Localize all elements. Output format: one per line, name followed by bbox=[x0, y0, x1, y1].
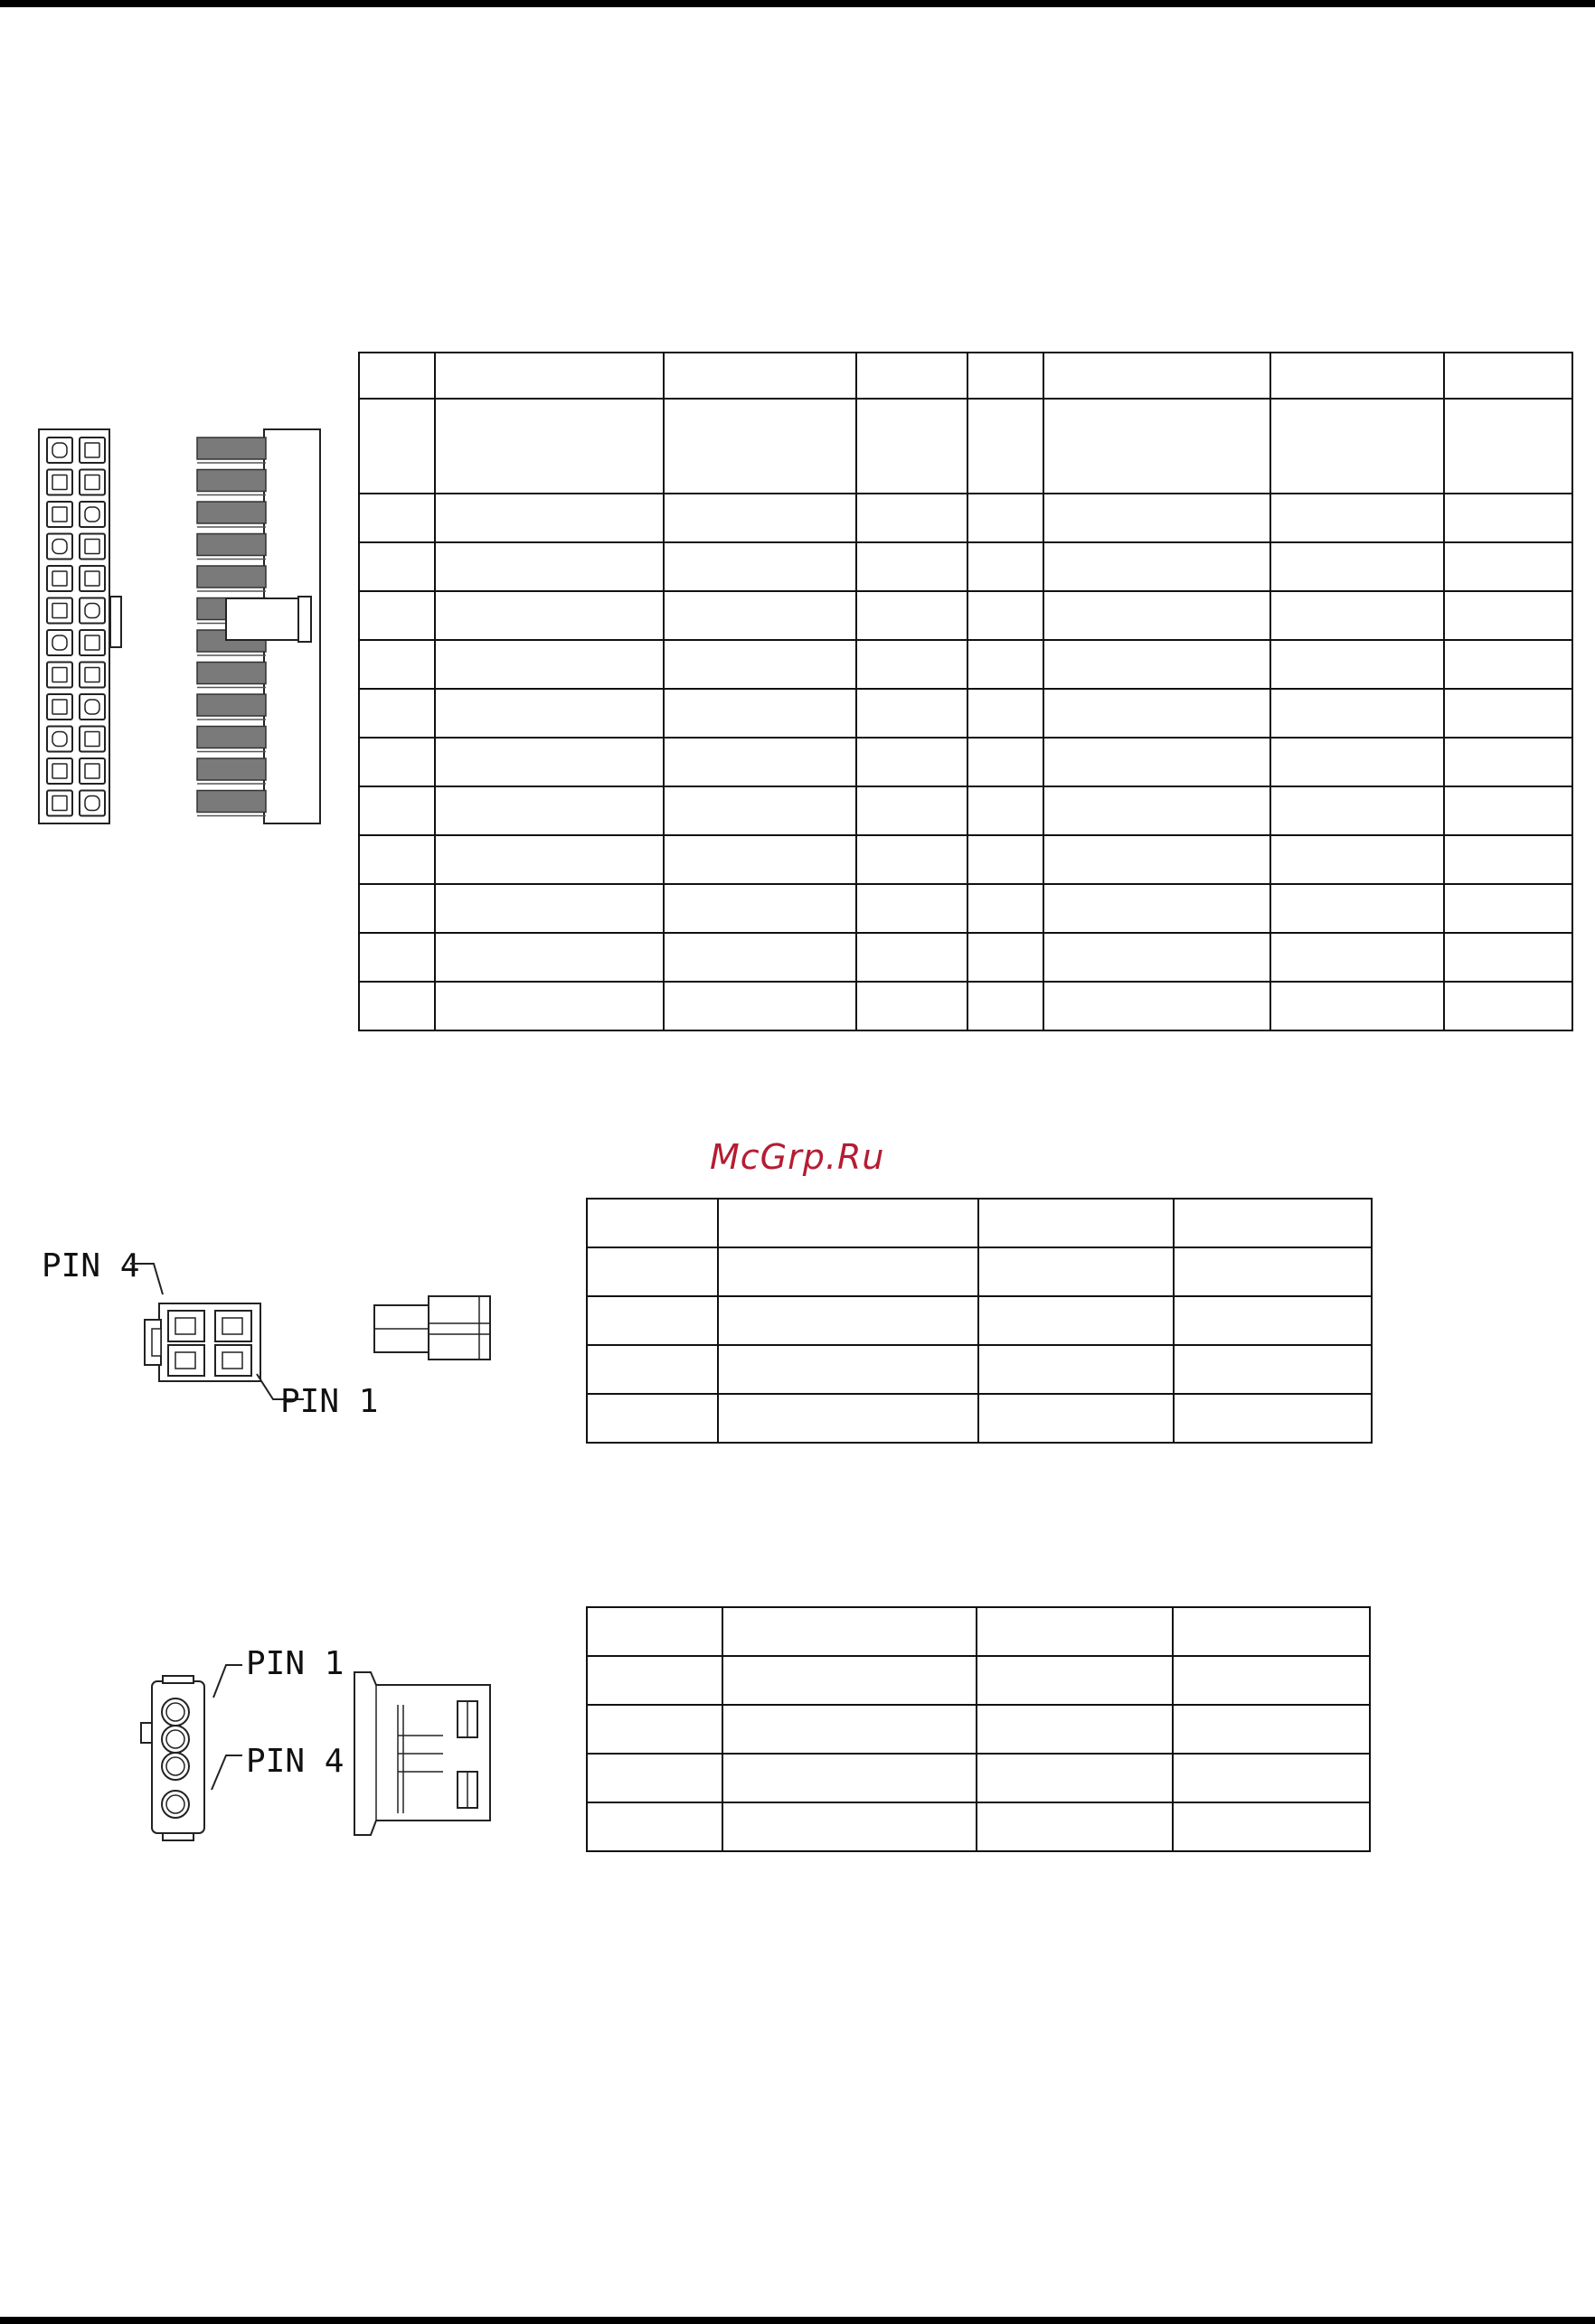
table-cell bbox=[664, 884, 856, 933]
table-cell bbox=[978, 1296, 1174, 1345]
table-cell bbox=[359, 884, 435, 933]
table-cell bbox=[967, 542, 1043, 591]
table-cell bbox=[359, 640, 435, 689]
table-row bbox=[587, 1705, 1370, 1754]
table-cell bbox=[967, 884, 1043, 933]
table-cell bbox=[359, 786, 435, 835]
table-cell bbox=[359, 933, 435, 982]
table-cell bbox=[435, 884, 664, 933]
table-cell bbox=[967, 353, 1043, 399]
table-cell bbox=[1173, 1607, 1370, 1656]
table-cell bbox=[1270, 786, 1444, 835]
connector-pin bbox=[47, 727, 72, 752]
table-row bbox=[587, 1656, 1370, 1705]
table-cell bbox=[967, 640, 1043, 689]
table-cell bbox=[1174, 1394, 1372, 1443]
connector-pin-side bbox=[197, 758, 266, 784]
top-rule bbox=[0, 0, 1595, 7]
table-cell bbox=[435, 542, 664, 591]
table-cell bbox=[1174, 1296, 1372, 1345]
table-row bbox=[359, 982, 1572, 1030]
connector-pin-side bbox=[197, 502, 266, 527]
table-row bbox=[359, 399, 1572, 494]
table-cell bbox=[977, 1656, 1173, 1705]
table-row bbox=[587, 1247, 1372, 1296]
table-row bbox=[587, 1754, 1370, 1802]
table-cell bbox=[435, 738, 664, 786]
table-cell bbox=[856, 353, 967, 399]
table-cell bbox=[1174, 1345, 1372, 1394]
table-cell bbox=[722, 1656, 977, 1705]
table-row bbox=[359, 738, 1572, 786]
table-cell bbox=[664, 591, 856, 640]
table-cell bbox=[1173, 1656, 1370, 1705]
table-cell bbox=[1444, 933, 1572, 982]
table-row bbox=[359, 689, 1572, 738]
table-cell bbox=[722, 1607, 977, 1656]
table-cell bbox=[1270, 738, 1444, 786]
table-cell bbox=[1043, 689, 1270, 738]
table-cell bbox=[664, 542, 856, 591]
main-24pin-pinout-table bbox=[358, 352, 1573, 1031]
watermark: McGrp.Ru bbox=[710, 1137, 885, 1177]
table-cell bbox=[1270, 689, 1444, 738]
table-cell bbox=[587, 1345, 718, 1394]
table-row bbox=[359, 640, 1572, 689]
connector-pin bbox=[47, 470, 72, 495]
table-cell bbox=[435, 494, 664, 542]
table-cell bbox=[967, 591, 1043, 640]
table-row bbox=[359, 494, 1572, 542]
table-cell bbox=[435, 835, 664, 884]
table-cell bbox=[1444, 399, 1572, 494]
table-cell bbox=[664, 353, 856, 399]
table-cell bbox=[664, 640, 856, 689]
pin-4-label: PIN 4 bbox=[42, 1247, 140, 1284]
table-cell bbox=[1270, 542, 1444, 591]
connector-pin-side bbox=[197, 534, 266, 560]
connector-pin bbox=[47, 566, 72, 591]
table-cell bbox=[856, 591, 967, 640]
table-cell bbox=[967, 738, 1043, 786]
connector-pin bbox=[80, 630, 105, 655]
table-cell bbox=[435, 982, 664, 1030]
table-cell bbox=[1043, 738, 1270, 786]
table-cell bbox=[1270, 982, 1444, 1030]
table-cell bbox=[1043, 542, 1270, 591]
table-cell bbox=[1444, 542, 1572, 591]
connector-pin-side bbox=[197, 694, 266, 720]
table-cell bbox=[1444, 689, 1572, 738]
connector-pin bbox=[80, 470, 105, 495]
connector-pin-side bbox=[197, 663, 266, 688]
peripheral-4pin-pinout-table bbox=[586, 1606, 1371, 1852]
table-cell bbox=[1043, 982, 1270, 1030]
connector-pin bbox=[47, 663, 72, 688]
table-cell bbox=[978, 1199, 1174, 1247]
table-cell bbox=[435, 591, 664, 640]
table-cell bbox=[978, 1247, 1174, 1296]
table-cell bbox=[1270, 494, 1444, 542]
cpu-4pin-pinout-table bbox=[586, 1198, 1373, 1444]
table-cell bbox=[977, 1705, 1173, 1754]
table-cell bbox=[967, 933, 1043, 982]
table-cell bbox=[856, 399, 967, 494]
table-cell bbox=[977, 1607, 1173, 1656]
table-cell bbox=[977, 1802, 1173, 1851]
connector-pin-side bbox=[197, 727, 266, 752]
table-cell bbox=[856, 738, 967, 786]
table-cell bbox=[718, 1199, 978, 1247]
connector-pin bbox=[47, 694, 72, 720]
table-cell bbox=[1174, 1199, 1372, 1247]
table-cell bbox=[587, 1754, 722, 1802]
table-cell bbox=[1444, 591, 1572, 640]
table-cell bbox=[967, 786, 1043, 835]
table-cell bbox=[1444, 640, 1572, 689]
table-cell bbox=[856, 542, 967, 591]
table-row bbox=[587, 1802, 1370, 1851]
table-cell bbox=[1270, 353, 1444, 399]
table-cell bbox=[967, 982, 1043, 1030]
table-cell bbox=[856, 982, 967, 1030]
table-cell bbox=[1270, 884, 1444, 933]
table-cell bbox=[1173, 1802, 1370, 1851]
table-cell bbox=[722, 1802, 977, 1851]
table-cell bbox=[435, 689, 664, 738]
table-cell bbox=[435, 640, 664, 689]
table-cell bbox=[1173, 1754, 1370, 1802]
connector-pin bbox=[47, 438, 72, 463]
table-cell bbox=[1444, 982, 1572, 1030]
connector-pin bbox=[80, 598, 105, 624]
table-row bbox=[587, 1199, 1372, 1247]
table-cell bbox=[1444, 494, 1572, 542]
table-cell bbox=[856, 640, 967, 689]
table-cell bbox=[718, 1345, 978, 1394]
table-row bbox=[587, 1394, 1372, 1443]
table-cell bbox=[359, 835, 435, 884]
table-cell bbox=[359, 982, 435, 1030]
table-cell bbox=[977, 1754, 1173, 1802]
connector-pin-side bbox=[197, 470, 266, 495]
pin-1-label: PIN 1 bbox=[280, 1383, 379, 1420]
table-cell bbox=[978, 1345, 1174, 1394]
table-cell bbox=[1270, 640, 1444, 689]
connector-pin bbox=[80, 566, 105, 591]
table-cell bbox=[587, 1247, 718, 1296]
table-cell bbox=[587, 1705, 722, 1754]
connector-pin bbox=[80, 791, 105, 816]
table-cell bbox=[967, 399, 1043, 494]
table-cell bbox=[435, 399, 664, 494]
connector-pin bbox=[47, 630, 72, 655]
table-cell bbox=[722, 1705, 977, 1754]
table-cell bbox=[1043, 786, 1270, 835]
table-cell bbox=[664, 786, 856, 835]
table-cell bbox=[664, 399, 856, 494]
table-cell bbox=[1270, 399, 1444, 494]
table-cell bbox=[664, 982, 856, 1030]
table-cell bbox=[1444, 835, 1572, 884]
table-cell bbox=[856, 933, 967, 982]
connector-pin-side bbox=[197, 566, 266, 591]
pin-4-label: PIN 4 bbox=[246, 1743, 344, 1780]
table-cell bbox=[856, 689, 967, 738]
table-cell bbox=[587, 1802, 722, 1851]
table-cell bbox=[664, 933, 856, 982]
table-row bbox=[587, 1345, 1372, 1394]
table-cell bbox=[359, 399, 435, 494]
table-cell bbox=[587, 1656, 722, 1705]
pin-1-label: PIN 1 bbox=[246, 1645, 344, 1682]
table-cell bbox=[587, 1607, 722, 1656]
table-cell bbox=[722, 1754, 977, 1802]
table-row bbox=[587, 1296, 1372, 1345]
cpu-4pin-connector bbox=[36, 1238, 379, 1428]
connector-pin-side bbox=[197, 438, 266, 463]
table-cell bbox=[1270, 933, 1444, 982]
cpu-4pin-connector-side bbox=[371, 1293, 497, 1365]
table-cell bbox=[856, 884, 967, 933]
table-row bbox=[359, 353, 1572, 399]
table-cell bbox=[1043, 591, 1270, 640]
table-cell bbox=[1043, 494, 1270, 542]
table-cell bbox=[664, 835, 856, 884]
table-row bbox=[359, 884, 1572, 933]
table-cell bbox=[1444, 353, 1572, 399]
connector-pin bbox=[47, 791, 72, 816]
connector-pin bbox=[80, 758, 105, 784]
table-cell bbox=[1174, 1247, 1372, 1296]
table-cell bbox=[856, 494, 967, 542]
table-row bbox=[359, 786, 1572, 835]
table-cell bbox=[435, 353, 664, 399]
table-cell bbox=[718, 1394, 978, 1443]
table-cell bbox=[967, 835, 1043, 884]
table-row bbox=[359, 933, 1572, 982]
table-cell bbox=[359, 353, 435, 399]
table-cell bbox=[359, 689, 435, 738]
table-cell bbox=[1043, 933, 1270, 982]
table-cell bbox=[435, 786, 664, 835]
table-cell bbox=[1043, 640, 1270, 689]
table-cell bbox=[359, 591, 435, 640]
table-cell bbox=[664, 494, 856, 542]
table-cell bbox=[435, 933, 664, 982]
connector-pin bbox=[80, 727, 105, 752]
table-cell bbox=[1270, 835, 1444, 884]
peripheral-4pin-connector-side bbox=[349, 1669, 494, 1840]
table-row bbox=[587, 1607, 1370, 1656]
main-24pin-connector-front bbox=[36, 427, 127, 826]
table-cell bbox=[359, 738, 435, 786]
connector-pin bbox=[47, 598, 72, 624]
table-cell bbox=[967, 689, 1043, 738]
table-cell bbox=[587, 1199, 718, 1247]
table-cell bbox=[587, 1296, 718, 1345]
connector-pin bbox=[80, 438, 105, 463]
table-cell bbox=[1444, 786, 1572, 835]
bottom-rule bbox=[0, 2317, 1595, 2324]
table-cell bbox=[1043, 353, 1270, 399]
table-cell bbox=[856, 835, 967, 884]
table-row bbox=[359, 542, 1572, 591]
table-cell bbox=[664, 689, 856, 738]
table-cell bbox=[1444, 738, 1572, 786]
table-cell bbox=[664, 738, 856, 786]
table-cell bbox=[1043, 399, 1270, 494]
table-cell bbox=[967, 494, 1043, 542]
table-row bbox=[359, 591, 1572, 640]
table-cell bbox=[1173, 1705, 1370, 1754]
connector-pin bbox=[47, 758, 72, 784]
peripheral-4pin-connector bbox=[136, 1636, 371, 1844]
connector-pin bbox=[47, 534, 72, 560]
table-cell bbox=[856, 786, 967, 835]
table-cell bbox=[1043, 884, 1270, 933]
connector-pin bbox=[80, 694, 105, 720]
table-cell bbox=[718, 1247, 978, 1296]
connector-pin bbox=[80, 534, 105, 560]
table-cell bbox=[1270, 591, 1444, 640]
connector-pin bbox=[80, 502, 105, 527]
main-24pin-connector-side bbox=[192, 427, 327, 826]
table-cell bbox=[359, 542, 435, 591]
connector-pin-side bbox=[197, 791, 266, 816]
table-row bbox=[359, 835, 1572, 884]
table-cell bbox=[587, 1394, 718, 1443]
table-cell bbox=[1444, 884, 1572, 933]
table-cell bbox=[978, 1394, 1174, 1443]
connector-pin bbox=[47, 502, 72, 527]
table-cell bbox=[1043, 835, 1270, 884]
table-cell bbox=[718, 1296, 978, 1345]
connector-pin bbox=[80, 663, 105, 688]
table-cell bbox=[359, 494, 435, 542]
